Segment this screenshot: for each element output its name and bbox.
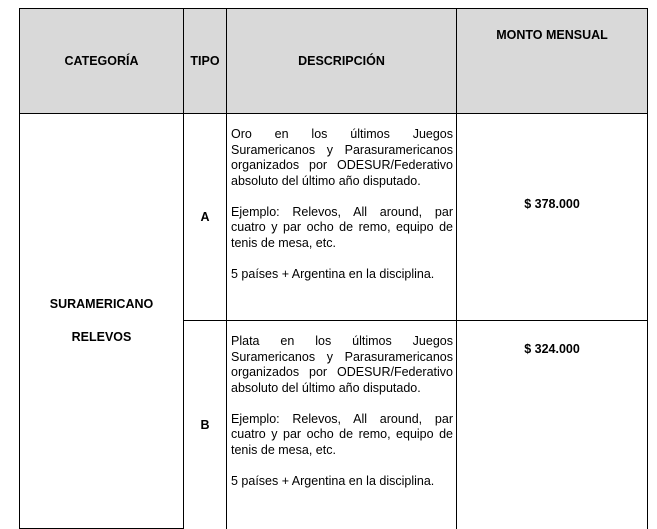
description-paragraph: Plata en los últimos Juegos Suramericanos y Parasuramericanos organizados por ODESUR/Federativo absoluto del último año disputado.: [231, 334, 453, 395]
header-row: [20, 9, 648, 114]
description-note: 5 países + Argentina en la disciplina.: [231, 473, 435, 488]
description-example: Ejemplo: Relevos, All around, par cuatro y par ocho de remo, equipo de tenis de mesa, etc.: [231, 204, 453, 250]
category-line-2: RELEVOS: [71, 330, 132, 344]
header-descripcion: DESCRIPCIÓN: [227, 9, 457, 114]
description-example: Ejemplo: Relevos, All around, par cuatro y par ocho de remo, equipo de tenis de mesa, etc.: [231, 411, 453, 457]
description-note: 5 países + Argentina en la disciplina.: [231, 266, 435, 281]
monto-cell: $ 378.000: [457, 114, 648, 321]
category-cell: [20, 114, 184, 529]
monto-cell: $ 324.000: [457, 321, 648, 529]
description-paragraph: Oro en los últimos Juegos Suramericanos y Parasuramericanos organizados por ODESUR/Federativo absoluto del último año disputado.: [231, 127, 453, 188]
description-cell: [227, 114, 457, 321]
tipo-cell: A: [184, 114, 227, 321]
header-categoria: CATEGORÍA: [20, 9, 184, 114]
description-cell: [227, 321, 457, 529]
header-tipo: TIPO: [184, 9, 227, 114]
table-row: [20, 114, 648, 321]
tipo-cell: B: [184, 321, 227, 529]
header-monto: MONTO MENSUAL: [457, 9, 648, 114]
category-table: [19, 8, 648, 529]
category-line-1: SURAMERICANO: [49, 297, 154, 311]
